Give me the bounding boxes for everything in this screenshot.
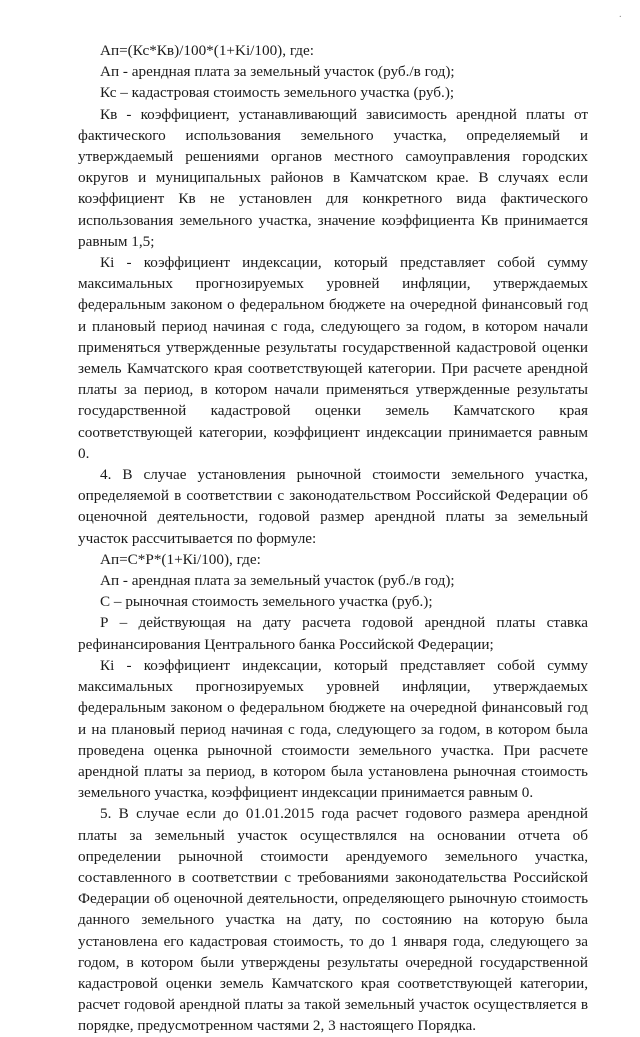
definition-indexation-coefficient: Кi - коэффициент индексации, который представляет собой сумму максимальных прогнозируемых уровней инфляции, утверждаемых федеральным законом о федеральном бюджете на очередной финансовый год и плановый период начиная с года, следующего за годом, в котором начали применяться утвержденные результаты государственной кадастровой оценки земель Камчатского края соответствующей категории. При расчете арендной платы за период, в котором начали применяться утвержденные результаты государственной кадастровой оценки земель Камчатского края соответствующей категории, коэффициент индексации принимается равным 0. — [78, 254, 588, 462]
definition-indexation-coefficient-market: Кi - коэффициент индексации, который представляет собой сумму максимальных прогнозируемых уровней инфляции, утверждаемых федеральным законом о федеральном бюджете на очередной финансовый год и на плановый период начиная с года, следующего за годом, в котором была проведена оценка рыночной стоимости земельного участка. При расчете арендной платы за период, в котором была установлена рыночная стоимость земельного участка, коэффициент индексации принимается равным 0. — [78, 656, 588, 802]
definition-cadastral-value: Кс – кадастровая стоимость земельного участка (руб.); — [100, 84, 455, 102]
formula-rent-cadastral: Ап=(Кс*Кв)/100*(1+Ki/100), где: — [100, 42, 314, 59]
definition-rent-market: Ап - арендная плата за земельный участок (руб./в год); — [100, 572, 455, 590]
clause-5: 5. В случае если до 01.01.2015 года расчет годового размера арендной платы за земельный участок осуществлялся на основании отчета об определении рыночной стоимости арендуемого земельного участка, составленного в соответствии с требованиями законодательства Российской Федерации об оценочной деятельности, определяющего рыночную стоимость данного земельного участка на дату, по состоянию на которую была установлена его кадастровая стоимость, то до 1 января года, следующего за годом, в котором были утверждены результаты очередной государственной кадастровой оценки земель Камчатского края соответствующей категории, расчет годовой арендной платы за такой земельный участок осуществляется в порядке, предусмотренном частями 2, 3 настоящего Порядка. — [78, 805, 588, 1035]
clause-4: 4. В случае установления рыночной стоимости земельного участка, определяемой в соответствии с законодательством Российской Федерации об оценочной деятельности, годовой размер арендной платы за земельный участок рассчитывается по формуле: — [78, 466, 588, 547]
definition-market-value: С – рыночная стоимость земельного участка (руб.); — [100, 593, 433, 611]
definition-rent: Ап - арендная плата за земельный участок (руб./в год); — [100, 63, 455, 81]
definition-usage-coefficient: Кв - коэффициент, устанавливающий зависимость арендной платы от фактического использования земельного участка, определяемый и утверждаемый решениями органов местного самоуправления городских округов и муниципальных районов в Камчатском крае. В случаях если коэффициент Кв не установлен для конкретного вида фактического использования земельного участка, значение коэффициента Кв принимается равным 1,5; — [78, 105, 588, 250]
document-body — [78, 40, 588, 1037]
definition-refinancing-rate: Р – действующая на дату расчета годовой арендной платы ставка рефинансирования Центрального банка Российской Федерации; — [78, 614, 588, 653]
page-mark: · — [618, 12, 622, 23]
formula-rent-market: Ап=С*Р*(1+Кi/100), где: — [100, 550, 261, 568]
